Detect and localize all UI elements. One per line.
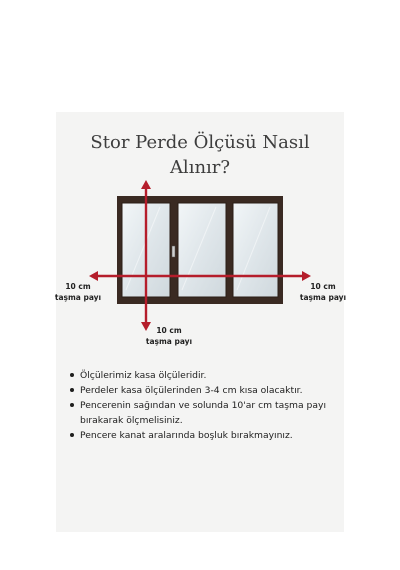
arrow-head-left xyxy=(89,271,98,281)
bottom-overhang-label: 10 cm taşma payı xyxy=(145,326,193,346)
left-overhang-label: 10 cm taşma payı xyxy=(54,282,102,302)
right-overhang-label: 10 cm taşma payı xyxy=(299,282,347,302)
title-line-1: Stor Perde Ölçüsü Nasıl xyxy=(90,132,310,153)
title-line-2: Alınır? xyxy=(169,157,231,178)
arrow-head-top xyxy=(141,180,151,189)
list-item: Pencerenin sağından ve solunda 10'ar cm taşma payı bırakarak ölçmelisiniz. xyxy=(68,398,350,428)
list-item: Ölçülerimiz kasa ölçüleridir. xyxy=(68,368,350,383)
instruction-list xyxy=(68,368,350,443)
list-item: Pencere kanat aralarında boşluk bırakmayınız. xyxy=(68,428,350,443)
arrow-head-right xyxy=(302,271,311,281)
window-handle xyxy=(172,246,175,257)
list-item: Perdeler kasa ölçülerinden 3-4 cm kısa olacaktır. xyxy=(68,383,350,398)
